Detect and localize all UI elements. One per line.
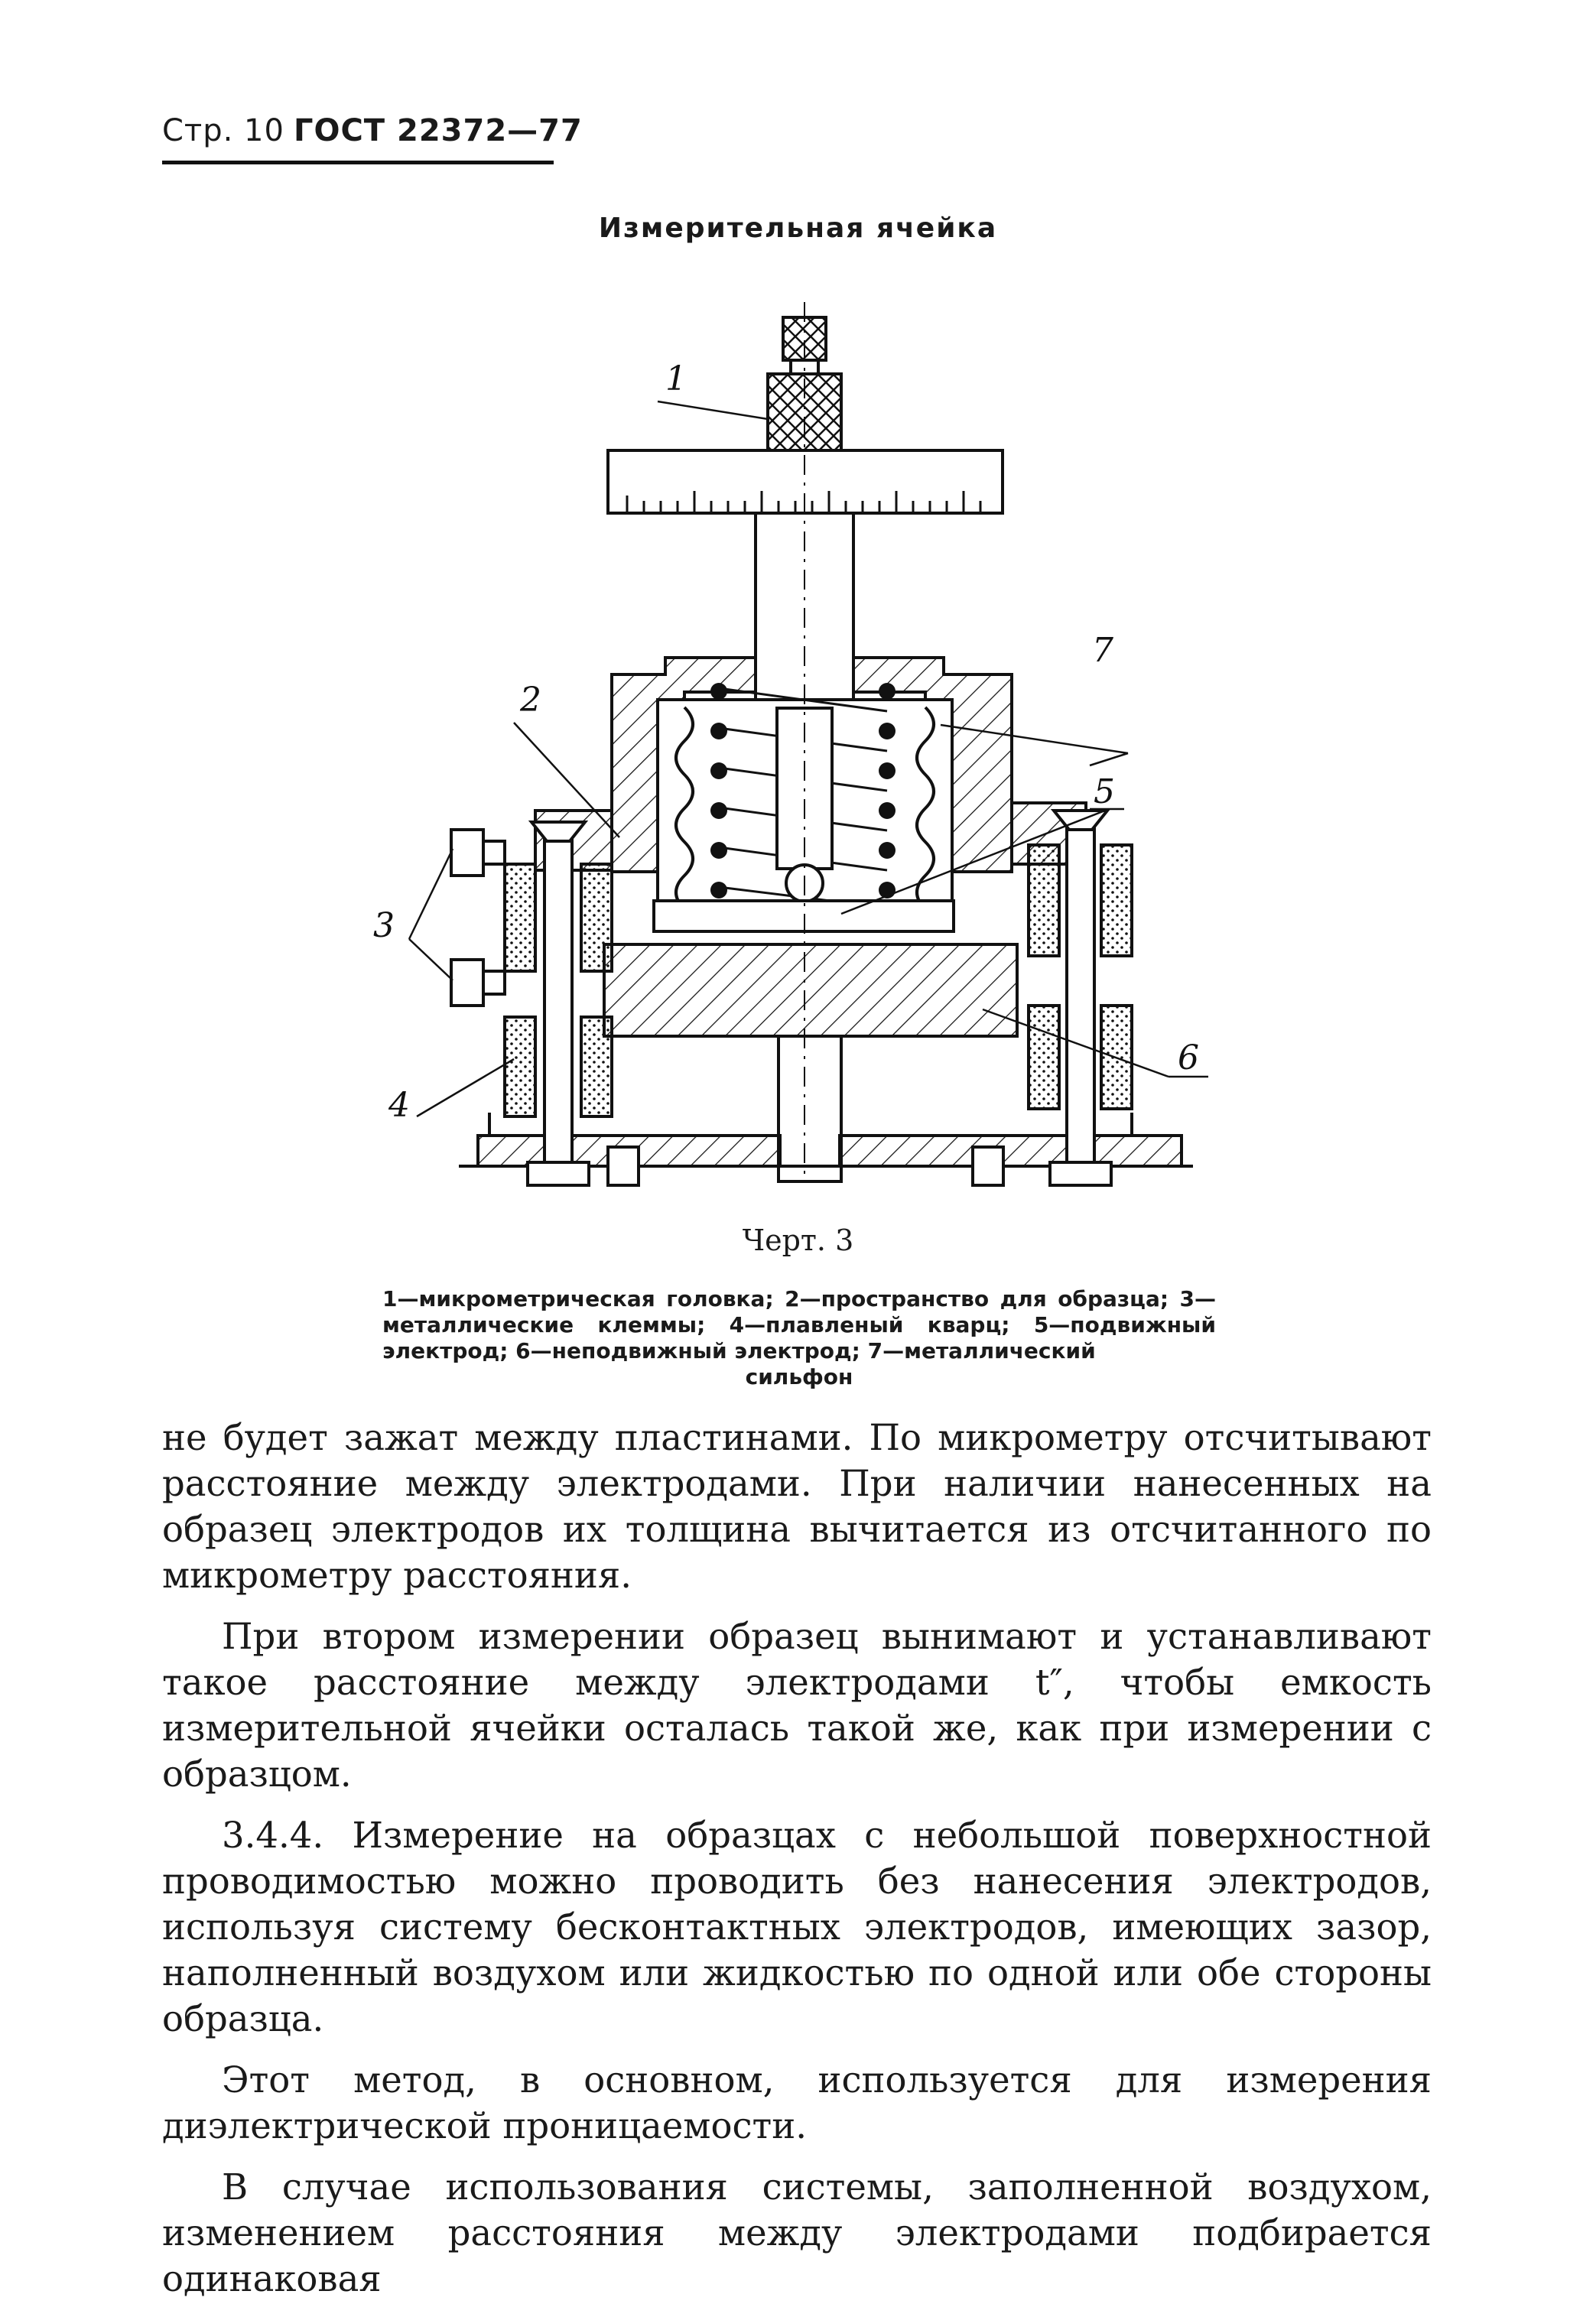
legend-last-line: сильфон	[745, 1364, 853, 1389]
page-number: Стр. 10	[162, 113, 284, 148]
terminal-rod-left	[544, 822, 572, 1174]
callout-2: 2	[520, 681, 541, 720]
callout-1: 1	[665, 359, 687, 398]
terminal-knob-bottom	[451, 960, 483, 1006]
callout-3: 3	[373, 906, 395, 945]
callout-5: 5	[1094, 772, 1115, 811]
terminal-knob-top	[451, 830, 483, 876]
fixed-electrode	[604, 944, 1017, 1036]
paragraph: Этот метод, в основном, используется для измерения диэлектрической проницаемости.	[162, 2059, 1432, 2146]
figure-legend	[382, 1286, 1216, 1390]
callout-7: 7	[1092, 631, 1113, 670]
lower-stem	[778, 1036, 841, 1181]
figure-caption: Черт. 3	[742, 1223, 854, 1257]
standard-number: ГОСТ 22372—77	[293, 113, 583, 148]
terminal-rod-right	[1067, 811, 1094, 1170]
paragraph: не будет зажат между пластинами. По микрометру отсчитывают расстояние между электродами. При наличии нанесенных на образец электродов их толщина вычитается из отсчитанного по микрометру расстояния.	[162, 1417, 1432, 1596]
quartz-insulator-left-top	[505, 864, 535, 971]
legend-text: 1—микрометрическая головка; 2—пространство для образца; 3—металлические клеммы; 4—плавленый кварц; 5—подвижный электрод; 6—неподвижный электрод; 7—металлический	[382, 1286, 1216, 1363]
paragraph: В случае использования системы, заполненной воздухом, изменением расстояния между электродами подбирается одинаковая	[162, 2166, 1432, 2299]
quartz-insulator-left-bottom	[505, 1017, 535, 1116]
figure-title: Измерительная ячейка	[598, 213, 998, 244]
quartz-insulator-right-bottom	[1029, 1006, 1059, 1109]
callout-6: 6	[1178, 1038, 1199, 1077]
base-plate-right	[840, 1136, 1182, 1166]
paragraph: 3.4.4. Измерение на образцах с небольшой поверхностной проводимостью можно проводить без нанесения электродов, используя систему бесконтактных электродов, имеющих зазор, наполненный воздухом или жидкостью по одной или обе стороны образца.	[162, 1815, 1432, 2039]
paragraph: При втором измерении образец вынимают и устанавливают такое расстояние между электродами t″, чтобы емкость измерительной ячейки осталась такой же, как при измерении с образцом.	[162, 1616, 1432, 1795]
body-text	[162, 1415, 1432, 2317]
quartz-insulator-right-top	[1029, 845, 1059, 956]
callout-4: 4	[388, 1086, 410, 1125]
